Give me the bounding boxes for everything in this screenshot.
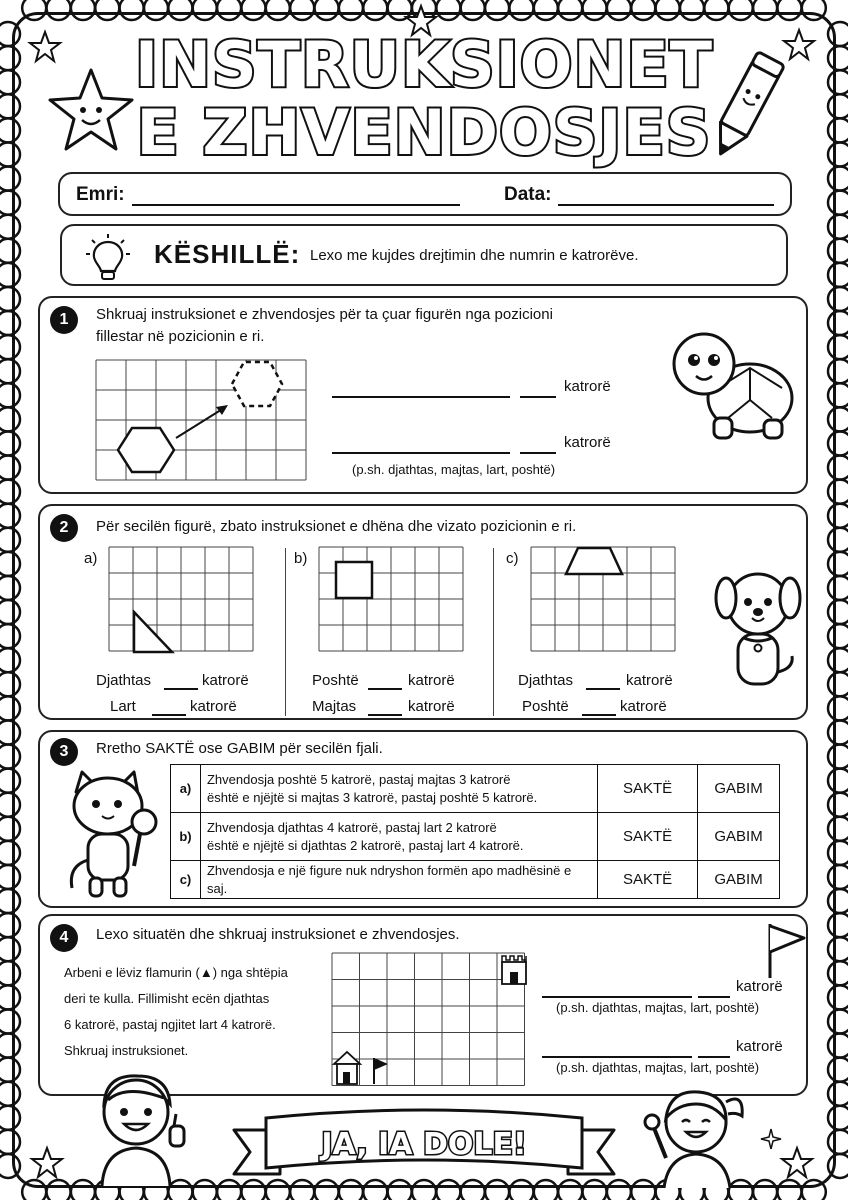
hexagon-target	[232, 362, 282, 406]
lightbulb-icon	[84, 232, 132, 282]
sparkle-icon	[760, 1128, 782, 1150]
false-option[interactable]: GABIM	[698, 861, 780, 899]
map-grid	[332, 952, 530, 1088]
statement-label: b)	[171, 813, 201, 861]
name-date-box	[58, 172, 792, 216]
statement-label: c)	[171, 861, 201, 899]
exercise-number: 3	[50, 738, 78, 766]
statement-line: Zhvendosja e një figure nuk ndryshon formën apo madhësinë e saj.	[206, 862, 572, 896]
answer-direction-1[interactable]	[542, 996, 692, 998]
date-field[interactable]	[558, 204, 774, 206]
statement-text	[200, 813, 597, 861]
tip-text: Lexo me kujdes drejtimin dhe numrin e katrorëve.	[310, 247, 639, 264]
direction-label: Poshtë	[522, 698, 569, 715]
answer-direction-2[interactable]	[542, 1056, 692, 1058]
square-shape	[336, 562, 372, 598]
statement-row	[171, 861, 780, 899]
tip-box	[60, 224, 788, 286]
star-icon	[28, 30, 62, 64]
unit-label: katrorë	[564, 378, 611, 395]
true-option[interactable]: SAKTË	[598, 765, 698, 813]
situation-text	[64, 960, 288, 1064]
instruction-line: Shkruaj instruksionet e zhvendosjes për ta çuar figurën nga pozicioni	[96, 306, 553, 323]
unit-label: katrorë	[736, 1038, 783, 1055]
ribbon-banner	[232, 1108, 616, 1188]
part-label: a)	[84, 550, 98, 567]
star-icon	[404, 4, 438, 38]
unit-label: katrorë	[564, 434, 611, 451]
grid-c	[530, 546, 678, 654]
answer-blank[interactable]	[582, 714, 616, 716]
answer-count-2[interactable]	[698, 1056, 730, 1058]
direction-label: Djathtas	[96, 672, 152, 689]
exercise-2	[38, 504, 808, 720]
direction-label: Poshtë	[312, 672, 359, 689]
statement-text	[200, 861, 597, 899]
answer-blank[interactable]	[368, 714, 402, 716]
statement-line: Zhvendosja djathtas 4 katrorë, pastaj lart 2 katrorë	[206, 819, 497, 835]
direction-hint: (p.sh. djathtas, majtas, lart, poshtë)	[556, 1060, 760, 1075]
puppy-icon	[712, 568, 804, 692]
exercise-1	[38, 296, 808, 494]
divider	[493, 548, 494, 716]
story-line: Shkruaj instruksionet.	[64, 1043, 189, 1058]
exercise-number: 2	[50, 514, 78, 542]
star-icon	[780, 1146, 814, 1180]
false-option[interactable]: GABIM	[698, 813, 780, 861]
statement-line: është e njëjtë si djathtas 2 katrorë, pastaj lart 4 katrorë.	[206, 837, 524, 853]
unit-label: katrorë	[190, 698, 237, 715]
unit-label: katrorë	[736, 978, 783, 995]
banner-text: JA, IA DOLE!	[321, 1127, 527, 1162]
true-false-table	[170, 764, 780, 899]
direction-hint: (p.sh. djathtas, majtas, lart, poshtë)	[352, 462, 556, 477]
answer-count-2[interactable]	[520, 452, 556, 454]
answer-blank[interactable]	[586, 688, 620, 690]
direction-hint: (p.sh. djathtas, majtas, lart, poshtë)	[556, 1000, 760, 1015]
trapezoid-shape	[566, 548, 622, 574]
name-label: Emri:	[76, 184, 125, 205]
castle-tower-icon	[502, 956, 526, 984]
smiling-star-icon	[46, 66, 136, 156]
unit-label: katrorë	[408, 672, 455, 689]
exercise-number: 1	[50, 306, 78, 334]
boy-thumbs-up-icon	[86, 1070, 196, 1188]
divider	[285, 548, 286, 716]
unit-label: katrorë	[620, 698, 667, 715]
triangle-shape	[134, 612, 172, 652]
title-line-1: INSTRUKSIONET	[135, 28, 713, 101]
translation-grid	[96, 358, 308, 484]
flag-icon	[374, 1058, 388, 1084]
direction-label: Lart	[110, 698, 136, 715]
unit-label: katrorë	[202, 672, 249, 689]
direction-label: Djathtas	[518, 672, 574, 689]
pencil-character-icon	[700, 48, 790, 166]
false-option[interactable]: GABIM	[698, 765, 780, 813]
house-icon	[334, 1052, 360, 1084]
answer-blank[interactable]	[164, 688, 198, 690]
answer-direction-2[interactable]	[332, 452, 510, 454]
cat-with-magnifier-icon	[62, 770, 166, 902]
instruction-line: fillestar në pozicionin e ri.	[96, 328, 265, 345]
name-field[interactable]	[132, 204, 460, 206]
answer-count-1[interactable]	[698, 996, 730, 998]
story-line: 6 katrorë, pastaj ngjitet lart 4 katrorë.	[64, 1017, 276, 1032]
statement-text	[200, 765, 597, 813]
unit-label: katrorë	[408, 698, 455, 715]
title-line-2: E ZHVENDOSJES	[136, 96, 712, 169]
exercise-number: 4	[50, 924, 78, 952]
grid-b	[318, 546, 466, 654]
part-label: c)	[506, 550, 519, 567]
grid-a	[108, 546, 256, 654]
answer-count-1[interactable]	[520, 396, 556, 398]
exercise-instruction	[96, 304, 553, 348]
statement-row	[171, 813, 780, 861]
answer-direction-1[interactable]	[332, 396, 510, 398]
exercise-instruction: Për secilën figurë, zbato instruksionet e dhëna dhe vizato pozicionin e ri.	[96, 518, 577, 535]
statement-label: a)	[171, 765, 201, 813]
girl-cheering-icon	[640, 1082, 760, 1190]
story-line: deri te kulla. Fillimisht ecën djathtas	[64, 991, 270, 1006]
answer-blank[interactable]	[152, 714, 186, 716]
exercise-instruction: Lexo situatën dhe shkruaj instruksionet e zhvendosjes.	[96, 926, 460, 943]
turtle-icon	[668, 328, 796, 446]
tip-title: KËSHILLË:	[154, 239, 301, 269]
true-option[interactable]: SAKTË	[598, 813, 698, 861]
hexagon-start	[118, 428, 174, 472]
exercise-instruction: Rretho SAKTË ose GABIM për secilën fjali.	[96, 740, 383, 757]
true-option[interactable]: SAKTË	[598, 861, 698, 899]
direction-label: Majtas	[312, 698, 357, 715]
pennant-flag-icon	[762, 920, 808, 980]
date-label: Data:	[504, 184, 552, 205]
statement-row	[171, 765, 780, 813]
statement-line: është e njëjtë si majtas 3 katrorë, pastaj poshtë 5 katrorë.	[206, 789, 538, 805]
exercise-3	[38, 730, 808, 908]
answer-blank[interactable]	[368, 688, 402, 690]
story-line: Arbeni e lëviz flamurin (▲) nga shtëpia	[64, 965, 288, 980]
part-label: b)	[294, 550, 308, 567]
unit-label: katrorë	[626, 672, 673, 689]
star-icon	[30, 1146, 64, 1180]
exercise-4	[38, 914, 808, 1096]
statement-line: Zhvendosja poshtë 5 katrorë, pastaj majtas 3 katrorë	[206, 771, 511, 787]
